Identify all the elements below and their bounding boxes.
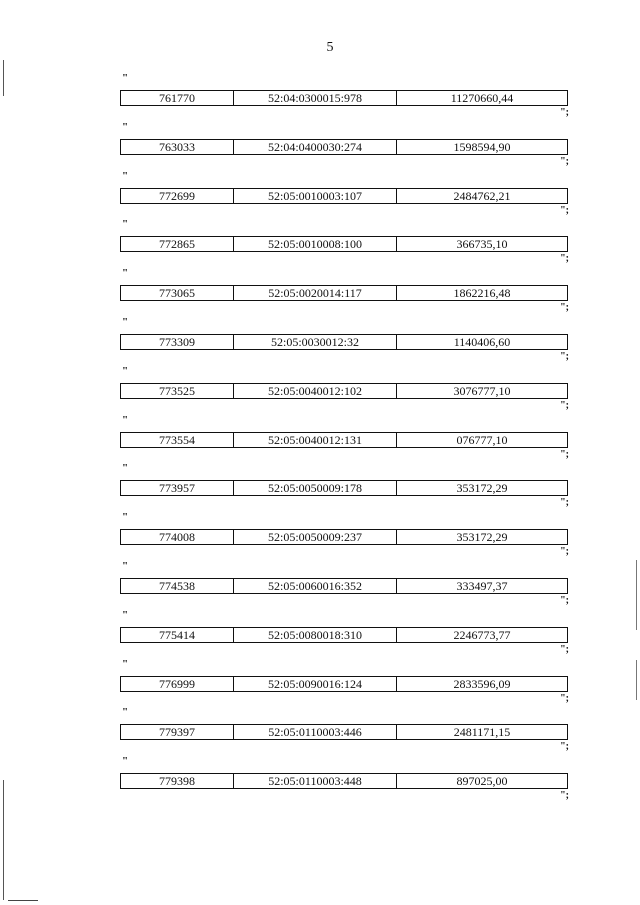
cadastral-value-cell: 1598594,90 (453, 139, 511, 154)
opening-quote-mark: " (122, 267, 129, 280)
cadastral-number-cell: 52:05:0090016:124 (234, 677, 397, 691)
list-item (0, 755, 640, 804)
opening-quote-mark: " (122, 608, 129, 621)
closing-quote-mark: "; (560, 741, 569, 753)
cadastral-value-cell: 076777,10 (456, 432, 508, 447)
record-number-cell: 773957 (121, 481, 234, 495)
cadastral-number-cell: 52:05:0030012:32 (234, 335, 397, 349)
cadastral-value-cell: 2484762,21 (453, 188, 511, 203)
record-number-cell: 761770 (121, 91, 234, 105)
closing-quote-mark: "; (560, 594, 569, 606)
cadastral-value-cell: 1862216,48 (453, 286, 511, 301)
closing-quote-mark: "; (560, 692, 569, 704)
closing-quote-mark: "; (560, 107, 569, 118)
opening-quote-mark: " (122, 315, 129, 328)
table-row (120, 627, 568, 643)
cadastral-value-cell: 897025,00 (456, 774, 508, 789)
closing-quote-mark: "; (560, 253, 569, 265)
cadastral-value-cell: 366735,10 (456, 237, 508, 252)
opening-quote-mark: " (122, 657, 129, 670)
list-item (0, 365, 640, 414)
cadastral-number-cell: 52:04:0400030:274 (234, 140, 397, 154)
cadastral-number-cell: 52:05:0110003:448 (234, 774, 397, 788)
record-number-cell: 773065 (121, 286, 234, 300)
cadastral-number-cell: 52:05:0040012:102 (234, 384, 397, 398)
table-row (120, 90, 568, 106)
cadastral-value-cell: 333497,37 (456, 578, 508, 593)
opening-quote-mark: " (122, 218, 129, 231)
opening-quote-mark: " (122, 462, 129, 475)
table-row (120, 285, 568, 301)
opening-quote-mark: " (122, 511, 129, 524)
table-row (120, 773, 568, 789)
table-row (120, 334, 568, 350)
list-item (0, 121, 640, 170)
cadastral-value-cell: 2481171,15 (453, 725, 511, 740)
list-item (0, 560, 640, 609)
table-row (120, 236, 568, 252)
list-item (0, 267, 640, 316)
opening-quote-mark: " (122, 413, 129, 426)
cadastral-value-cell: 11270660,44 (450, 91, 514, 105)
cadastral-value-cell: 353172,29 (456, 481, 508, 496)
opening-quote-mark: " (122, 120, 129, 133)
cadastral-number-cell: 52:05:0050009:237 (234, 530, 397, 544)
list-item (0, 414, 640, 463)
opening-quote-mark: " (122, 755, 129, 768)
cadastral-value-cell: 2246773,77 (453, 627, 511, 642)
closing-quote-mark: "; (560, 643, 569, 655)
record-number-cell: 776999 (121, 677, 234, 691)
closing-quote-mark: "; (560, 448, 569, 460)
list-item (0, 462, 640, 511)
table-row (120, 432, 568, 448)
list-item (0, 218, 640, 267)
record-number-cell: 775414 (121, 628, 234, 642)
scan-artifact-line (8, 900, 38, 901)
table-row (120, 724, 568, 740)
cadastral-value-cell: 353172,29 (456, 530, 508, 545)
closing-quote-mark: "; (560, 302, 569, 314)
closing-quote-mark: "; (560, 546, 569, 558)
cadastral-number-cell: 52:05:0010003:107 (234, 189, 397, 203)
record-number-cell: 774538 (121, 579, 234, 593)
opening-quote-mark: " (122, 559, 129, 572)
list-item (0, 658, 640, 707)
list-item (0, 609, 640, 658)
list-item (0, 706, 640, 755)
record-number-cell: 763033 (121, 140, 234, 154)
list-item (0, 170, 640, 219)
list-item (0, 511, 640, 560)
closing-quote-mark: "; (560, 204, 569, 216)
table-row (120, 529, 568, 545)
cadastral-value-cell: 1140406,60 (453, 334, 511, 349)
record-number-cell: 773525 (121, 384, 234, 398)
closing-quote-mark: "; (560, 497, 569, 509)
opening-quote-mark: " (122, 364, 129, 377)
opening-quote-mark: " (122, 72, 129, 84)
cadastral-number-cell: 52:05:0060016:352 (234, 579, 397, 593)
list-item (0, 316, 640, 365)
record-number-cell: 772699 (121, 189, 234, 203)
table-row (120, 139, 568, 155)
opening-quote-mark: " (122, 169, 129, 182)
record-number-cell: 779397 (121, 725, 234, 739)
table-row (120, 578, 568, 594)
cadastral-value-cell: 3076777,10 (453, 383, 511, 398)
closing-quote-mark: "; (560, 790, 569, 802)
closing-quote-mark: "; (560, 155, 569, 167)
cadastral-number-cell: 52:05:0010008:100 (234, 237, 397, 251)
list-item (0, 72, 640, 121)
closing-quote-mark: "; (560, 399, 569, 411)
cadastral-number-cell: 52:05:0110003:446 (234, 725, 397, 739)
record-number-cell: 772865 (121, 237, 234, 251)
cadastral-number-cell: 52:05:0080018:310 (234, 628, 397, 642)
opening-quote-mark: " (122, 706, 129, 719)
record-number-cell: 773554 (121, 433, 234, 447)
cadastral-number-cell: 52:04:0300015:978 (234, 91, 397, 105)
closing-quote-mark: "; (560, 350, 569, 362)
table-row (120, 188, 568, 204)
page-number: 5 (326, 40, 334, 55)
table-row (120, 480, 568, 496)
cadastral-number-cell: 52:05:0050009:178 (234, 481, 397, 495)
table-row (120, 383, 568, 399)
record-number-cell: 773309 (121, 335, 234, 349)
entries-list (0, 72, 640, 804)
table-row (120, 676, 568, 692)
cadastral-number-cell: 52:05:0020014:117 (234, 286, 397, 300)
cadastral-value-cell: 2833596,09 (453, 676, 511, 691)
cadastral-number-cell: 52:05:0040012:131 (234, 433, 397, 447)
record-number-cell: 779398 (121, 774, 234, 788)
record-number-cell: 774008 (121, 530, 234, 544)
